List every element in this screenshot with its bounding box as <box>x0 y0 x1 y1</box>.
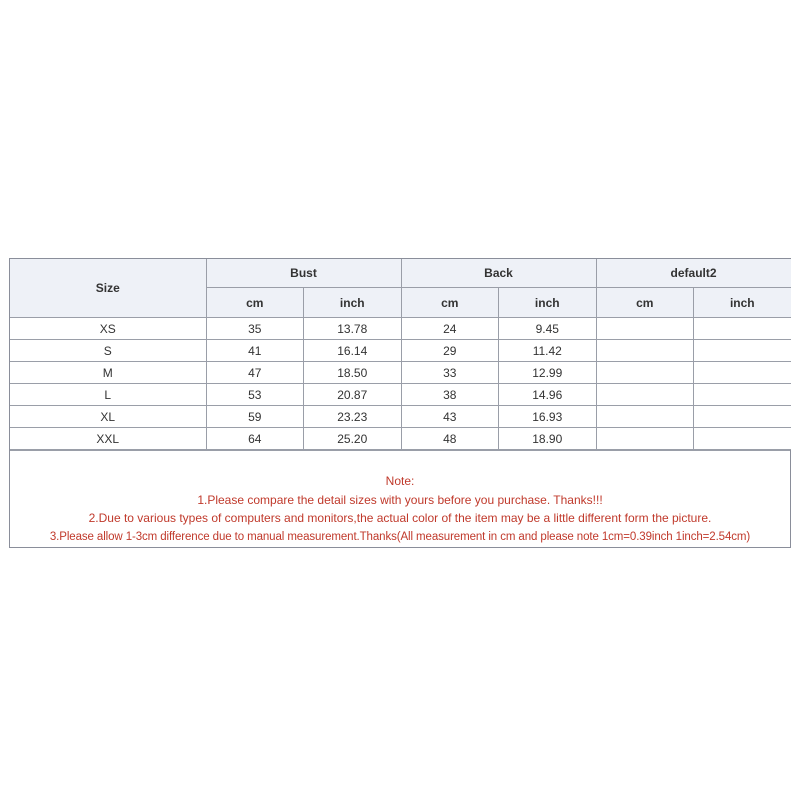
size-cell: L <box>10 384 206 406</box>
table-row <box>10 384 791 406</box>
note-section <box>10 450 790 547</box>
note-line-2: 2.Due to various types of computers and monitors,the actual color of the item may be a little different form the picture. <box>88 511 712 525</box>
default2-inch-cell <box>694 406 791 428</box>
default2-inch-cell <box>694 362 791 384</box>
size-header: Size <box>10 259 206 318</box>
bust-inch-cell: 23.23 <box>304 406 402 428</box>
bust-cm-cell: 64 <box>206 428 304 450</box>
back-inch-cell: 9.45 <box>499 318 597 340</box>
unit-header-default2-inch: inch <box>694 288 791 318</box>
bust-inch-cell: 20.87 <box>304 384 402 406</box>
bust-inch-cell: 25.20 <box>304 428 402 450</box>
bust-inch-cell: 18.50 <box>304 362 402 384</box>
bust-inch-cell: 16.14 <box>304 340 402 362</box>
unit-header-back-cm: cm <box>401 288 499 318</box>
default2-cm-cell <box>596 428 694 450</box>
back-header: Back <box>401 259 596 288</box>
back-inch-cell: 18.90 <box>499 428 597 450</box>
default2-inch-cell <box>694 384 791 406</box>
table-row <box>10 406 791 428</box>
default2-inch-cell <box>694 318 791 340</box>
back-cm-cell: 29 <box>401 340 499 362</box>
default2-inch-cell <box>694 340 791 362</box>
bust-cm-cell: 41 <box>206 340 304 362</box>
unit-header-bust-inch: inch <box>304 288 402 318</box>
back-cm-cell: 38 <box>401 384 499 406</box>
table-row <box>10 362 791 384</box>
bust-cm-cell: 35 <box>206 318 304 340</box>
default2-cm-cell <box>596 340 694 362</box>
back-inch-cell: 11.42 <box>499 340 597 362</box>
bust-cm-cell: 53 <box>206 384 304 406</box>
size-cell: XL <box>10 406 206 428</box>
unit-header-back-inch: inch <box>499 288 597 318</box>
size-cell: XS <box>10 318 206 340</box>
size-cell: M <box>10 362 206 384</box>
default2-header: default2 <box>596 259 791 288</box>
size-table <box>10 259 791 450</box>
default2-cm-cell <box>596 406 694 428</box>
back-cm-cell: 24 <box>401 318 499 340</box>
bust-inch-cell: 13.78 <box>304 318 402 340</box>
size-chart <box>9 258 791 548</box>
back-cm-cell: 33 <box>401 362 499 384</box>
table-row <box>10 428 791 450</box>
bust-cm-cell: 59 <box>206 406 304 428</box>
size-cell: XXL <box>10 428 206 450</box>
table-row <box>10 318 791 340</box>
bust-cm-cell: 47 <box>206 362 304 384</box>
size-cell: S <box>10 340 206 362</box>
back-cm-cell: 48 <box>401 428 499 450</box>
back-inch-cell: 16.93 <box>499 406 597 428</box>
default2-cm-cell <box>596 362 694 384</box>
back-inch-cell: 14.96 <box>499 384 597 406</box>
back-cm-cell: 43 <box>401 406 499 428</box>
back-inch-cell: 12.99 <box>499 362 597 384</box>
note-title: Note: <box>385 474 415 488</box>
note-line-1: 1.Please compare the detail sizes with yours before you purchase. Thanks!!! <box>197 492 603 507</box>
unit-header-default2-cm: cm <box>596 288 694 318</box>
table-header <box>10 259 791 318</box>
table-body <box>10 318 791 450</box>
table-row <box>10 340 791 362</box>
note-line-3: 3.Please allow 1-3cm difference due to manual measurement.Thanks(All measurement in cm and please note 1cm=0.39inch 1inch=2.54cm) <box>49 530 751 543</box>
unit-header-bust-cm: cm <box>206 288 304 318</box>
default2-cm-cell <box>596 384 694 406</box>
default2-inch-cell <box>694 428 791 450</box>
bust-header: Bust <box>206 259 401 288</box>
default2-cm-cell <box>596 318 694 340</box>
